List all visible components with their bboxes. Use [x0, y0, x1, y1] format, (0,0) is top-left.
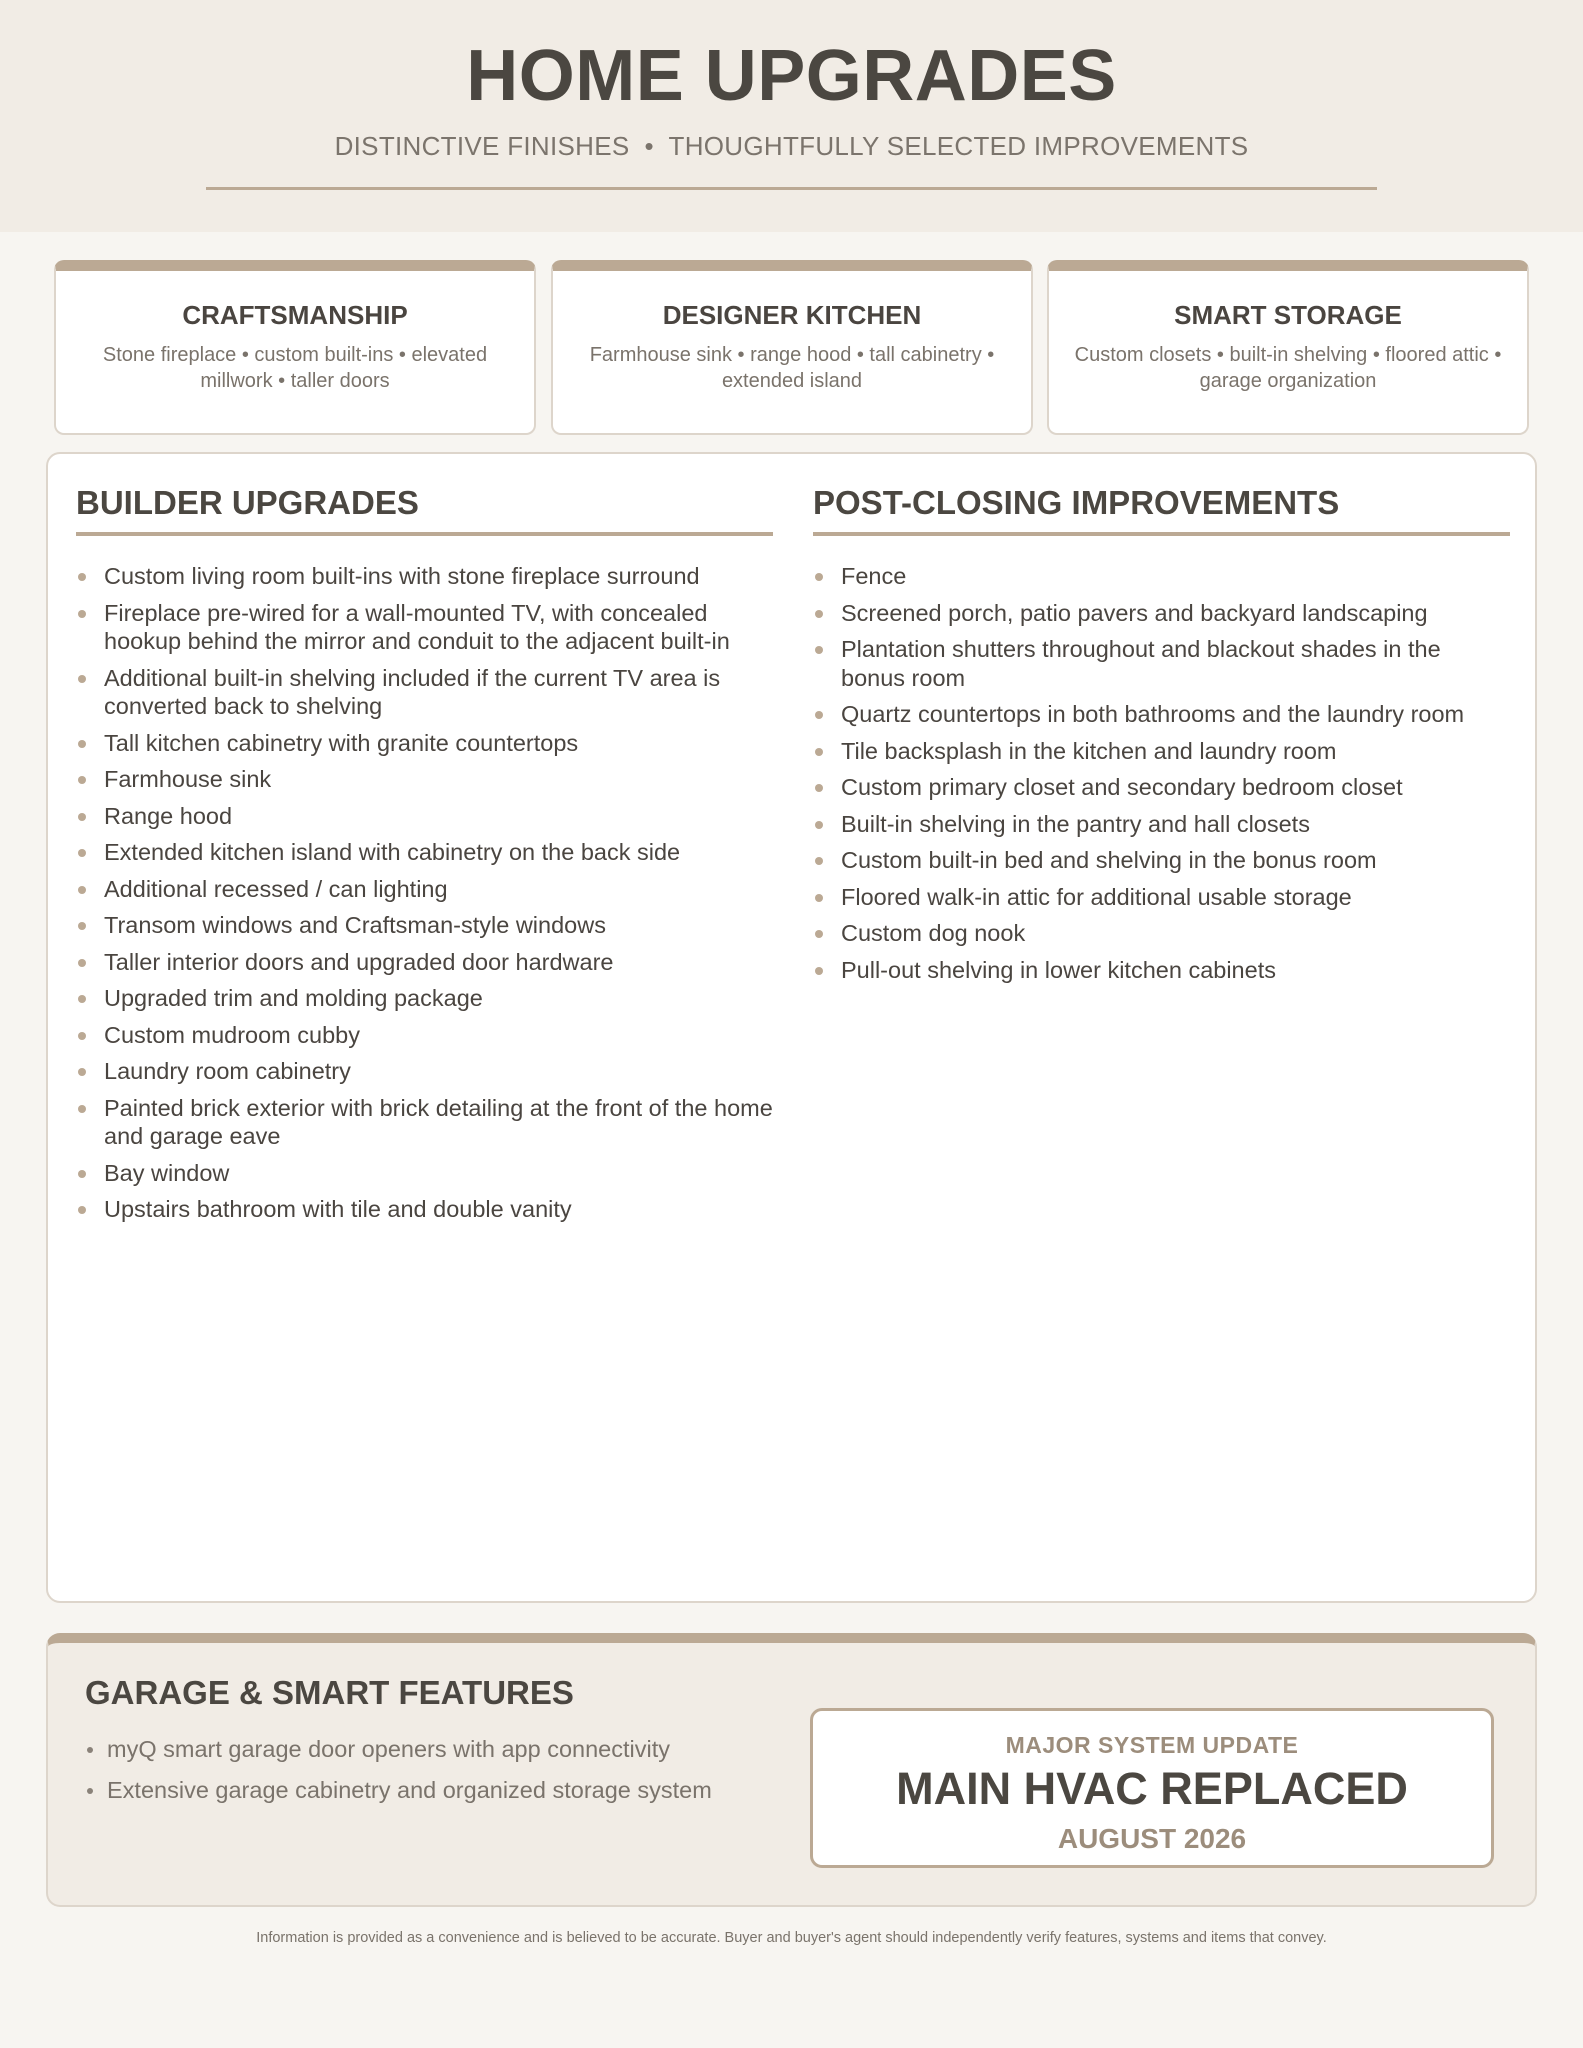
list-item: Built-in shelving in the pantry and hall closets — [813, 810, 1510, 839]
list-item: Fireplace pre-wired for a wall-mounted TV, with concealed hookup behind the mirror and conduit to the adjacent built-in — [76, 599, 773, 656]
list-item: Laundry room cabinetry — [76, 1057, 773, 1086]
builder-upgrades-list — [76, 562, 773, 1224]
list-item: Upgraded trim and molding package — [76, 984, 773, 1013]
list-item: Custom dog nook — [813, 919, 1510, 948]
list-item: Quartz countertops in both bathrooms and the laundry room — [813, 700, 1510, 729]
list-item: myQ smart garage door openers with app connectivity — [85, 1735, 712, 1763]
list-item: Transom windows and Craftsman-style windows — [76, 911, 773, 940]
list-item: Custom mudroom cubby — [76, 1021, 773, 1050]
feature-card-description: Stone fireplace • custom built-ins • elevated millwork • taller doors — [102, 344, 488, 392]
list-item: Custom living room built-ins with stone fireplace surround — [76, 562, 773, 591]
list-item: Fence — [813, 562, 1510, 591]
list-item: Range hood — [76, 802, 773, 831]
footer-disclaimer: Information is provided as a convenience and is believed to be accurate. Buyer and buyer's agent should independently verify features, systems and items that convey. — [256, 1930, 1327, 1946]
feature-card-title: DESIGNER KITCHEN — [662, 300, 922, 330]
list-item: Additional built-in shelving included if the current TV area is converted back to shelving — [76, 664, 773, 721]
post-closing-section — [813, 482, 1510, 992]
hvac-kicker: MAJOR SYSTEM UPDATE — [1005, 1732, 1299, 1758]
list-item: Farmhouse sink — [76, 765, 773, 794]
list-item: Upstairs bathroom with tile and double vanity — [76, 1195, 773, 1224]
hvac-headline: MAIN HVAC REPLACED — [896, 1763, 1408, 1814]
feature-card-craftsmanship — [54, 260, 536, 435]
list-item: Screened porch, patio pavers and backyard landscaping — [813, 599, 1510, 628]
feature-card-title: SMART STORAGE — [1174, 300, 1402, 330]
page-header — [0, 0, 1583, 232]
feature-card-smart-storage — [1047, 260, 1529, 435]
list-item: Pull-out shelving in lower kitchen cabinets — [813, 956, 1510, 985]
feature-card-designer-kitchen — [551, 260, 1033, 435]
header-divider — [206, 187, 1377, 190]
garage-smart-features-section — [46, 1633, 1537, 1907]
list-item: Plantation shutters throughout and blackout shades in the bonus room — [813, 635, 1510, 692]
feature-card-description: Custom closets • built-in shelving • floored attic • garage organization — [1074, 344, 1502, 392]
list-item: Extensive garage cabinetry and organized storage system — [85, 1776, 712, 1804]
builder-upgrades-heading: BUILDER UPGRADES — [76, 482, 773, 536]
list-item: Painted brick exterior with brick detailing at the front of the home and garage eave — [76, 1094, 773, 1151]
feature-card-description: Farmhouse sink • range hood • tall cabinetry • extended island — [589, 344, 995, 392]
post-closing-list — [813, 562, 1510, 984]
list-item: Custom primary closet and secondary bedroom closet — [813, 773, 1510, 802]
post-closing-heading: POST-CLOSING IMPROVEMENTS — [813, 482, 1510, 536]
list-item: Bay window — [76, 1159, 773, 1188]
list-item: Extended kitchen island with cabinetry on the back side — [76, 838, 773, 867]
builder-upgrades-section — [76, 482, 773, 1232]
page-title: HOME UPGRADES — [466, 36, 1117, 116]
list-item: Tile backsplash in the kitchen and laundry room — [813, 737, 1510, 766]
hvac-callout — [810, 1708, 1494, 1868]
upgrades-panel — [46, 452, 1537, 1603]
list-item: Taller interior doors and upgraded door hardware — [76, 948, 773, 977]
list-item: Additional recessed / can lighting — [76, 875, 773, 904]
hvac-date: AUGUST 2026 — [1057, 1823, 1247, 1854]
garage-heading: GARAGE & SMART FEATURES — [85, 1674, 574, 1711]
garage-features-list — [85, 1735, 712, 1817]
list-item: Custom built-in bed and shelving in the bonus room — [813, 846, 1510, 875]
list-item: Floored walk-in attic for additional usable storage — [813, 883, 1510, 912]
list-item: Tall kitchen cabinetry with granite countertops — [76, 729, 773, 758]
page-subtitle: DISTINCTIVE FINISHES • THOUGHTFULLY SELECTED IMPROVEMENTS — [334, 131, 1249, 161]
feature-card-title: CRAFTSMANSHIP — [182, 300, 408, 330]
